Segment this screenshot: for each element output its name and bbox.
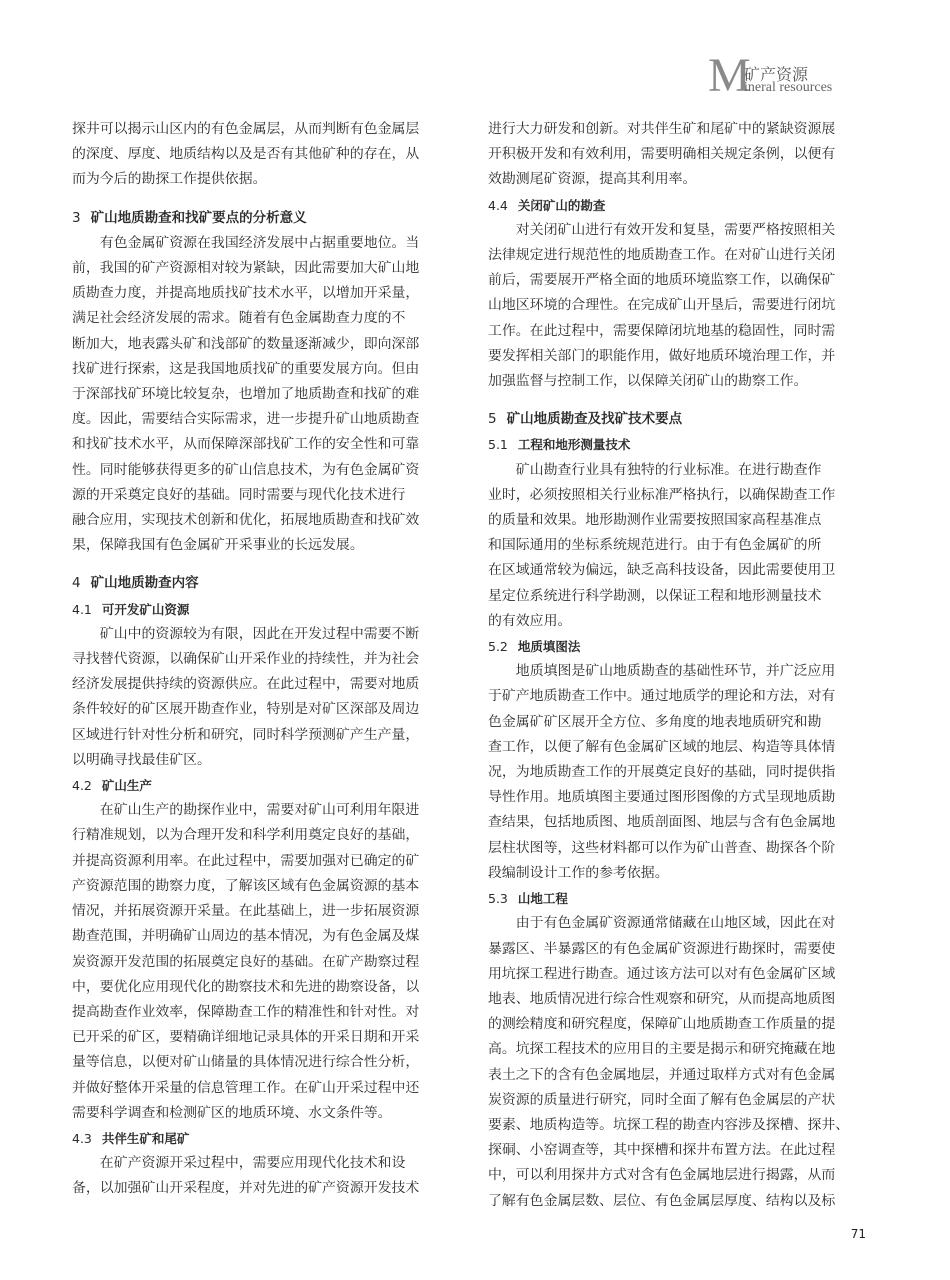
subsection-number: 4.2 [72,778,92,794]
text-line: 行精准规划，以为合理开发和科学利用奠定良好的基础， [72,827,420,844]
section-title: 矿山地质勘查内容 [90,575,199,592]
text-line: 加强监督与控制工作，以保障关闭矿山的勘察工作。 [488,373,808,390]
text-line: 的有效应用。 [488,612,572,629]
text-line: 于矿产地质勘查工作中。通过地质学的理论和方法，对有 [488,688,836,705]
text-line: 找矿进行探索，这是我国地质找矿的重要发展方向。但由 [72,360,420,377]
section-4-heading [72,571,476,596]
text-line: 要发挥相关部门的职能作用，做好地质环境治理工作，并 [488,347,836,364]
text-line: 表土之下的含有色金属地层，并通过取样方式对有色金属 [488,1066,836,1083]
text-line: 山地区环境的合理性。在完成矿山开垦后，需要进行闭坑 [488,297,836,314]
text-line: 地表、地质情况进行综合性观察和研究，从而提高地质图 [488,990,836,1007]
subsection-number: 4.4 [488,197,508,213]
section-5-1-heading [488,432,892,457]
subsection-title: 可开发矿山资源 [101,601,190,617]
section-5-1-paragraph [488,458,892,634]
text-line: 高。坑探工程技术的应用目的主要是揭示和研究掩藏在地 [488,1041,836,1058]
text-line: 而为今后的勘探工作提供依据。 [72,171,267,188]
text-line: 经济发展提供持续的资源供应。在此过程中，需要对地质 [72,676,420,693]
text-line: 有色金属矿资源在我国经济发展中占据重要地位。当 [99,234,420,251]
section-4-4-paragraph [488,218,892,394]
section-4-2-heading [72,773,476,798]
text-line: 矿山中的资源较为有限，因此在开发过程中需要不断 [99,625,420,642]
text-line: 融合应用，实现技术创新和优化，拓展地质勘查和找矿效 [72,512,420,529]
text-line: 和找矿技术水平，从而保障深部找矿工作的安全性和可靠 [72,436,420,453]
text-line: 并提高资源利用率。在此过程中，需要加强对已确定的矿 [72,852,420,869]
subsection-title: 矿山生产 [101,778,152,794]
text-line: 进行大力研发和创新。对共伴生矿和尾矿中的紧缺资源展 [488,121,836,137]
text-line: 前，我国的矿产资源相对较为紧缺，因此需要加大矿山地 [72,260,420,277]
text-line: 效勘测尾矿资源，提高其利用率。 [488,171,697,188]
text-line: 中，可以利用探井方式对含有色金属地层进行揭露，从而 [488,1167,836,1184]
section-title: 矿山地质勘查和找矿要点的分析意义 [90,209,307,226]
text-line: 暴露区、半暴露区的有色金属矿资源进行勘探时，需要使 [488,940,836,957]
subsection-title: 关闭矿山的勘查 [517,197,606,213]
right-column [488,117,892,1214]
text-line: 用坑探工程进行勘查。通过该方法可以对有色金属矿区域 [488,965,836,982]
logo-english-title: ineral resources [744,80,833,95]
intro-paragraph [72,117,476,193]
subsection-number: 4.3 [72,1130,92,1146]
text-line: 已开采的矿区，要精确详细地记录具体的开采日期和开采 [72,1029,420,1046]
text-line: 断加大，地表露头矿和浅部矿的数量逐渐减少，即向深部 [72,335,420,352]
text-line: 性。同时能够获得更多的矿山信息技术，为有色金属矿资 [72,461,420,478]
section-number: 4 [72,575,81,592]
text-line: 查结果，包括地质图、地质剖面图、地层与含有色金属地 [488,814,836,831]
text-line: 提高勘查作业效率，保障勘查工作的精准性和针对性。对 [72,1003,420,1020]
text-line: 矿山勘查行业具有独特的行业标准。在进行勘查作 [515,461,822,478]
section-3-heading [72,206,476,231]
section-5-2-heading [488,634,892,659]
logo-letter: M [708,49,751,102]
subsection-number: 5.1 [488,437,508,453]
text-line: 探硐、小窑调查等，其中探槽和探井布置方法。在此过程 [488,1142,836,1159]
section-4-2-paragraph [72,798,476,1126]
text-line: 色金属矿矿区展开全方位、多角度的地表地质研究和勘 [488,713,822,730]
text-line: 要素、地质构造等。坑探工程的勘查内容涉及探槽、探井、 [488,1116,850,1133]
text-line: 对关闭矿山进行有效开发和复垦，需要严格按照相关 [515,221,836,238]
text-line: 炭资源开发范围的拓展奠定良好的基础。在矿产勘察过程 [72,953,420,970]
text-line: 在矿产资源开采过程中，需要应用现代化技术和设 [99,1155,406,1172]
text-line: 需要科学调查和检测矿区的地质环境、水文条件等。 [72,1104,392,1121]
text-line: 质勘查力度，并提高地质找矿技术水平，以增加开采量， [72,285,420,302]
section-5-3-paragraph [488,911,892,1213]
text-line: 在区域通常较为偏远，缺乏高科技设备，因此需要使用卫 [488,562,836,579]
text-line: 勘查范围，并明确矿山周边的基本情况，为有色金属及煤 [72,928,420,945]
text-line: 产资源范围的勘察力度，了解该区域有色金属资源的基本 [72,877,420,894]
journal-logo [708,49,868,102]
page-number: 71 [850,1227,866,1241]
text-line: 度。因此，需要结合实际需求，进一步提升矿山地质勘查 [72,411,420,428]
section-title: 矿山地质勘查及找矿技术要点 [506,411,683,428]
text-line: 工作。在此过程中，需要保障闭坑地基的稳固性，同时需 [488,322,836,339]
subsection-number: 5.3 [488,891,508,907]
text-line: 中，要优化应用现代化的勘察技术和先进的勘察设备，以 [72,978,420,995]
text-line: 前后，需要展开严格全面的地质环境监察工作，以确保矿 [488,272,836,289]
section-3-paragraph [72,231,476,559]
subsection-title: 工程和地形测量技术 [517,437,631,453]
subsection-number: 5.2 [488,639,508,655]
logo-chinese-title: 矿产资源 [744,65,809,84]
text-line: 并做好整体开采量的信息管理工作。在矿山开采过程中还 [72,1079,420,1096]
subsection-title: 地质填图法 [517,639,581,655]
text-line: 条件较好的矿区展开勘查作业，特别是对矿区深部及周边 [72,701,420,718]
section-4-3-heading [72,1126,476,1151]
text-line: 查工作，以便了解有色金属矿区域的地层、构造等具体情 [488,738,836,755]
left-column [72,117,476,1202]
text-line: 的深度、厚度、地质结构以及是否有其他矿种的存在，从 [72,146,420,163]
section-5-3-heading [488,886,892,911]
text-line: 满足社会经济发展的需求。随着有色金属勘查力度的不 [72,310,406,327]
subsection-title: 山地工程 [517,891,568,907]
text-line: 的质量和效果。地形勘测作业需要按照国家高程基准点 [488,512,822,529]
text-line: 量等信息，以便对矿山储量的具体情况进行综合性分析， [72,1054,420,1071]
text-line: 果，保障我国有色金属矿开采事业的长远发展。 [72,537,364,554]
text-line: 的测绘精度和研究程度，保障矿山地质勘查工作质量的提 [488,1016,836,1033]
text-line: 于深部找矿环境比较复杂，也增加了地质勘查和找矿的难 [72,386,420,403]
text-line: 探井可以揭示山区内的有色金属层，从而判断有色金属层 [72,121,420,137]
section-number: 5 [488,411,497,428]
text-line: 和国际通用的坐标系统规范进行。由于有色金属矿的所 [488,537,822,554]
text-line: 况，为地质勘查工作的开展奠定良好的基础，同时提供指 [488,764,836,781]
text-line: 炭资源的质量进行研究，同时全面了解有色金属层的产状 [488,1091,836,1108]
section-4-1-paragraph [72,622,476,773]
section-5-heading [488,407,892,432]
subsection-title: 共伴生矿和尾矿 [101,1130,190,1146]
text-line: 情况，并拓展资源开采量。在此基础上，进一步拓展资源 [72,903,420,920]
text-line: 段编制设计工作的参考依据。 [488,864,669,881]
section-number: 3 [72,209,81,226]
text-line: 区域进行针对性分析和研究，同时科学预测矿产生产量， [72,726,420,743]
section-5-2-paragraph [488,659,892,886]
text-line: 业时，必须按照相关行业标准严格执行，以确保勘查工作 [488,486,836,503]
text-line: 寻找替代资源，以确保矿山开采作业的持续性，并为社会 [72,651,420,668]
text-line: 法律规定进行规范性的地质勘查工作。在对矿山进行关闭 [488,247,836,264]
text-line: 了解有色金属层数、层位、有色金属层厚度、结构以及标 [488,1192,836,1209]
section-4-1-heading [72,597,476,622]
text-line: 层柱状图等，这些材料都可以作为矿山普查、勘探各个阶 [488,839,836,856]
section-4-3-continued [488,117,892,193]
text-line: 由于有色金属矿资源通常储藏在山地区域，因此在对 [515,915,836,932]
section-4-4-heading [488,193,892,218]
text-line: 在矿山生产的勘探作业中，需要对矿山可利用年限进 [99,802,420,819]
text-line: 导性作用。地质填图主要通过图形图像的方式呈现地质勘 [488,789,836,806]
subsection-number: 4.1 [72,601,92,617]
text-line: 源的开采奠定良好的基础。同时需要与现代化技术进行 [72,486,406,503]
text-line: 星定位系统进行科学勘测，以保证工程和地形测量技术 [488,587,822,604]
text-line: 地质填图是矿山地质勘查的基础性环节，并广泛应用 [515,663,836,680]
text-line: 备，以加强矿山开采程度，并对先进的矿产资源开发技术 [72,1180,420,1197]
text-line: 开积极开发和有效利用，需要明确相关规定条例，以便有 [488,146,836,163]
text-line: 以明确寻找最佳矿区。 [72,751,211,768]
section-4-3-paragraph [72,1151,476,1201]
